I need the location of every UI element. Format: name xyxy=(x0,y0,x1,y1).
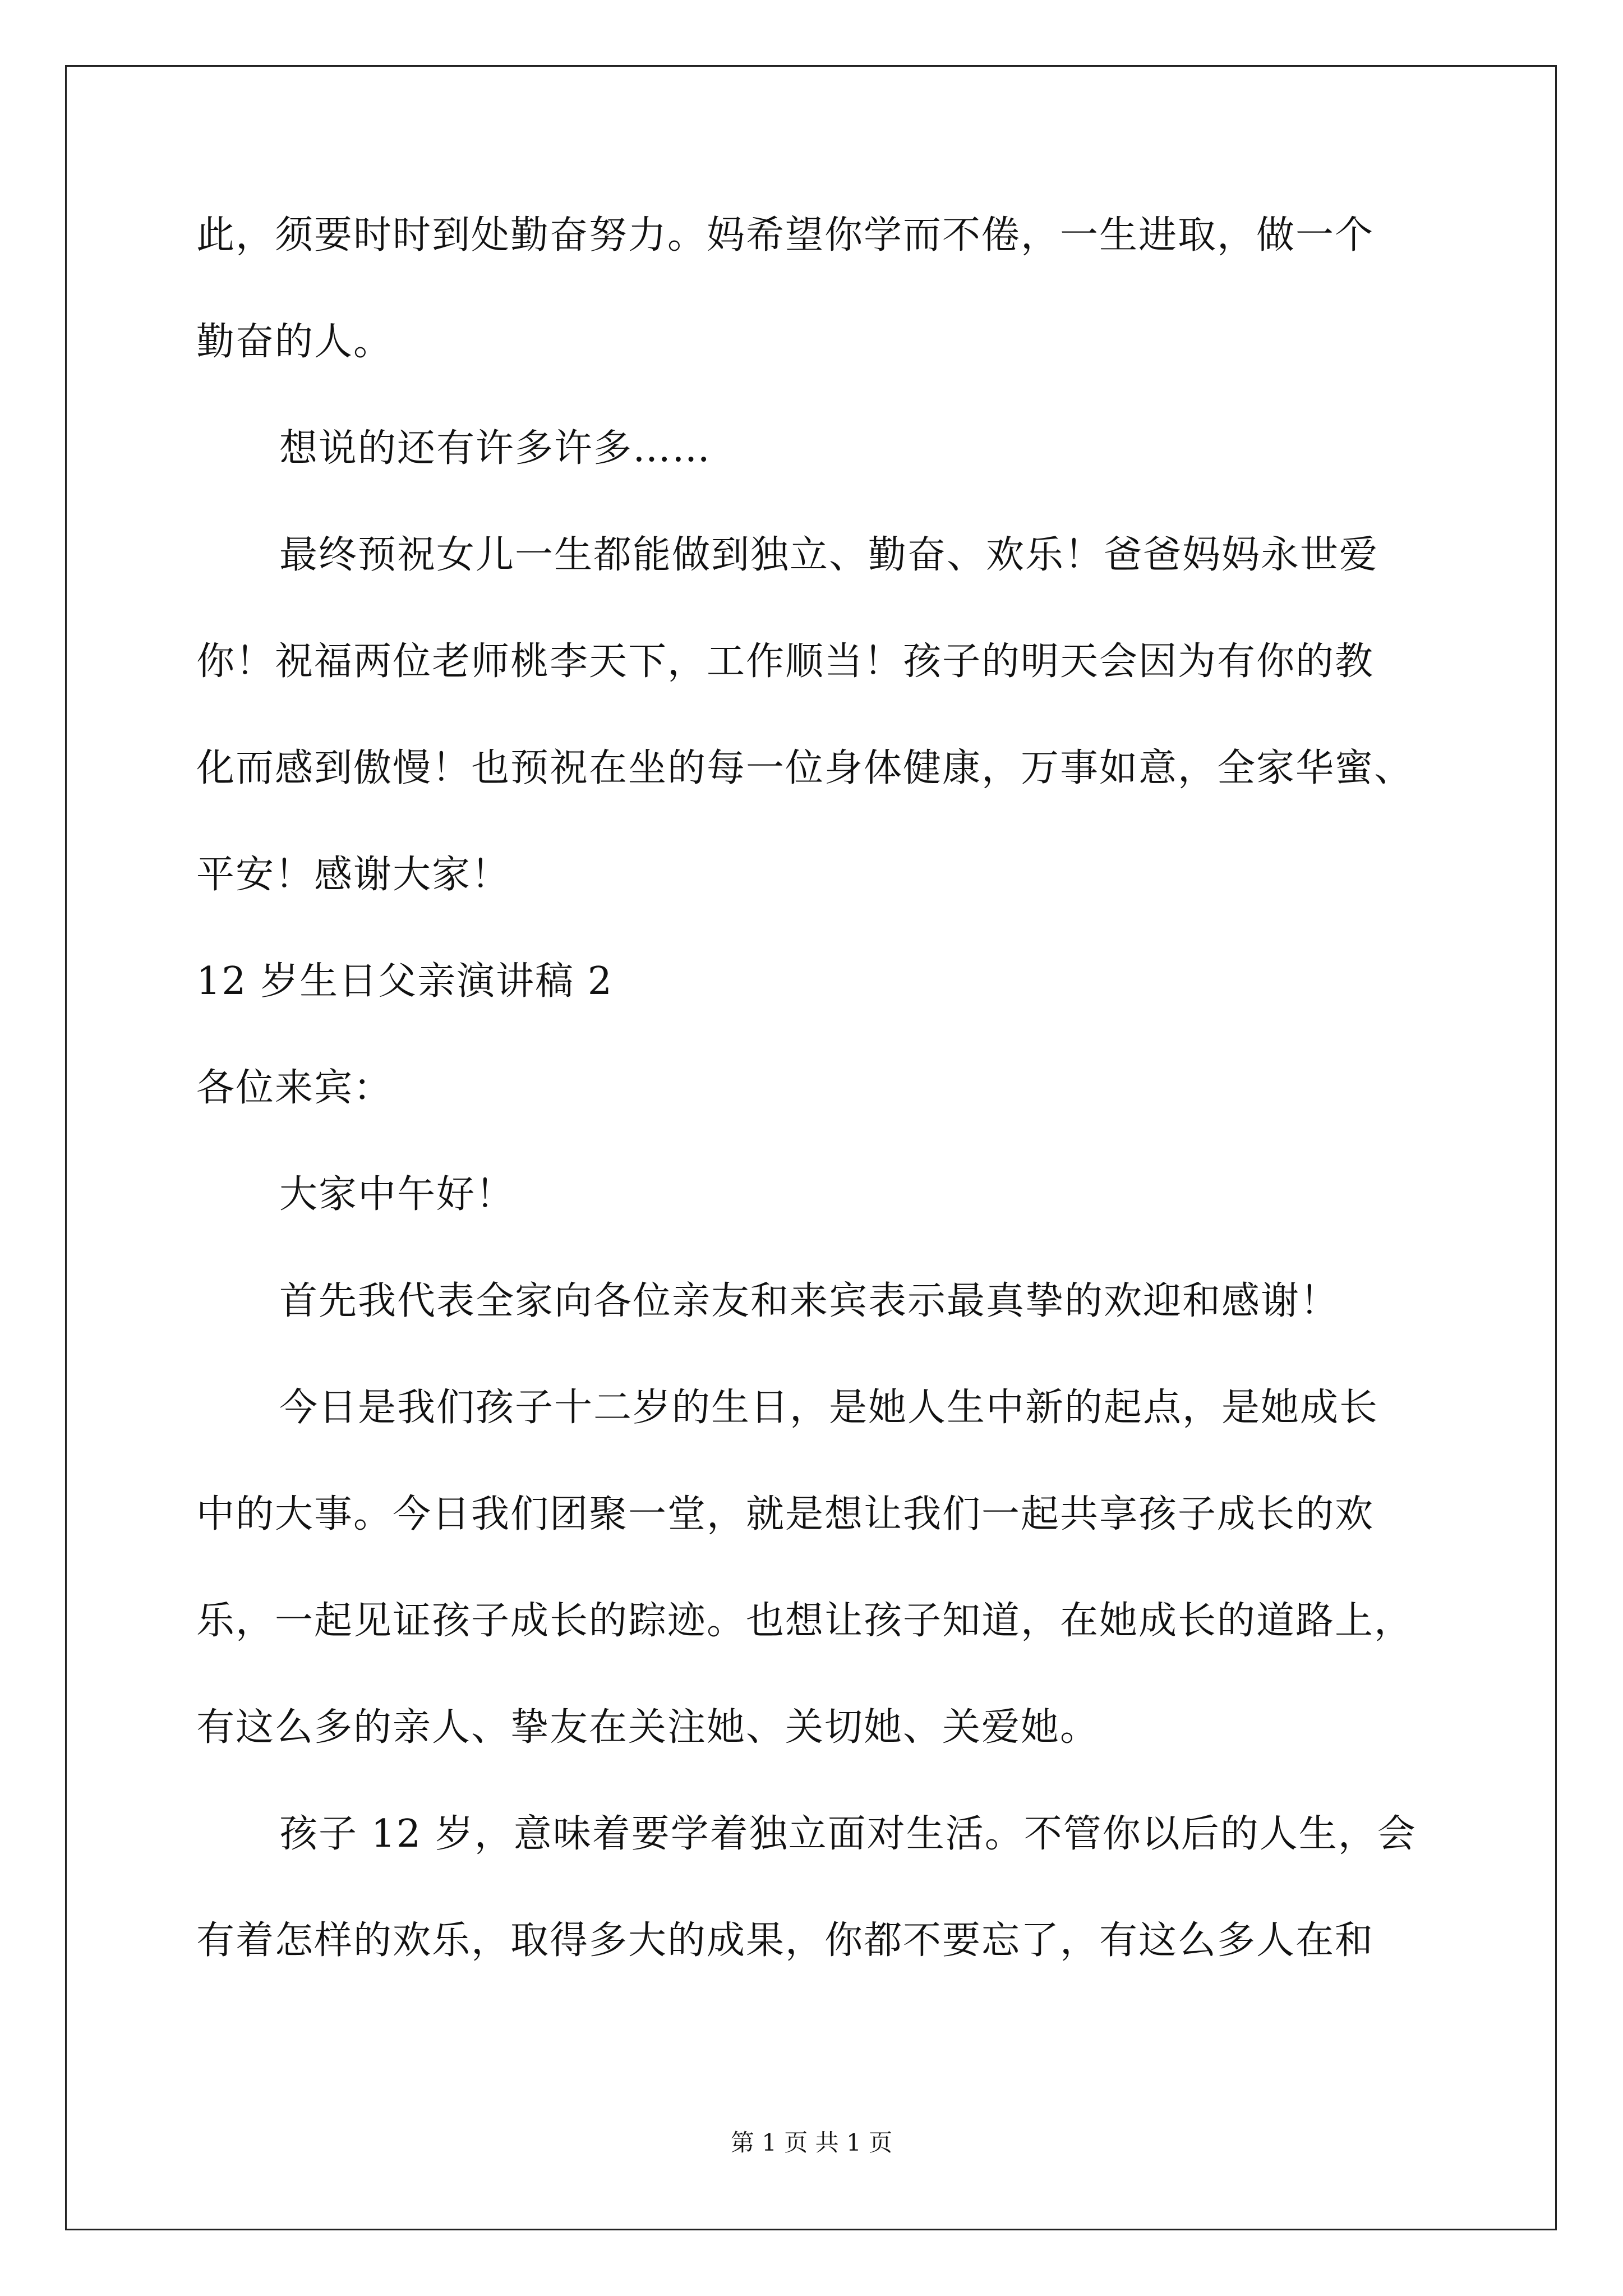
paragraph-line: 想说的还有许多许多…… xyxy=(279,426,712,471)
paragraph-line: 最终预祝女儿一生都能做到独立、勤奋、欢乐！爸爸妈妈永世爱 xyxy=(279,533,1379,577)
paragraph-line: 有这么多的亲人、挚友在关注她、关切她、关爱她。 xyxy=(196,1705,1100,1750)
page-number-footer: 第 1 页 共 1 页 xyxy=(730,2129,893,2156)
paragraph-line: 此，须要时时到处勤奋努力。妈希望你学而不倦，一生进取，做一个 xyxy=(196,213,1375,257)
salutation-line: 各位来宾： xyxy=(196,1066,393,1110)
paragraph-line: 孩子 12 岁，意味着要学着独立面对生活。不管你以后的人生，会 xyxy=(279,1812,1417,1856)
section-heading: 12 岁生日父亲演讲稿 2 xyxy=(196,959,614,1004)
paragraph-line: 中的大事。今日我们团聚一堂，就是想让我们一起共享孩子成长的欢 xyxy=(196,1492,1375,1536)
paragraph-line: 勤奋的人。 xyxy=(196,320,393,364)
paragraph-line: 今日是我们孩子十二岁的生日，是她人生中新的起点，是她成长 xyxy=(279,1386,1379,1430)
paragraph-line: 首先我代表全家向各位亲友和来宾表示最真挚的欢迎和感谢！ xyxy=(279,1279,1340,1323)
paragraph-line: 化而感到傲慢！也预祝在坐的每一位身体健康，万事如意，全家华蜜、 xyxy=(196,746,1414,790)
paragraph-line: 你！祝福两位老师桃李天下，工作顺当！孩子的明天会因为有你的教 xyxy=(196,639,1375,684)
page-border xyxy=(65,65,1557,2230)
paragraph-line: 大家中午好！ xyxy=(279,1172,515,1217)
paragraph-line: 有着怎样的欢乐，取得多大的成果，你都不要忘了，有这么多人在和 xyxy=(196,1918,1375,1963)
paragraph-line: 平安！感谢大家！ xyxy=(196,853,511,897)
paragraph-line: 乐，一起见证孩子成长的踪迹。也想让孩子知道，在她成长的道路上， xyxy=(196,1599,1414,1643)
